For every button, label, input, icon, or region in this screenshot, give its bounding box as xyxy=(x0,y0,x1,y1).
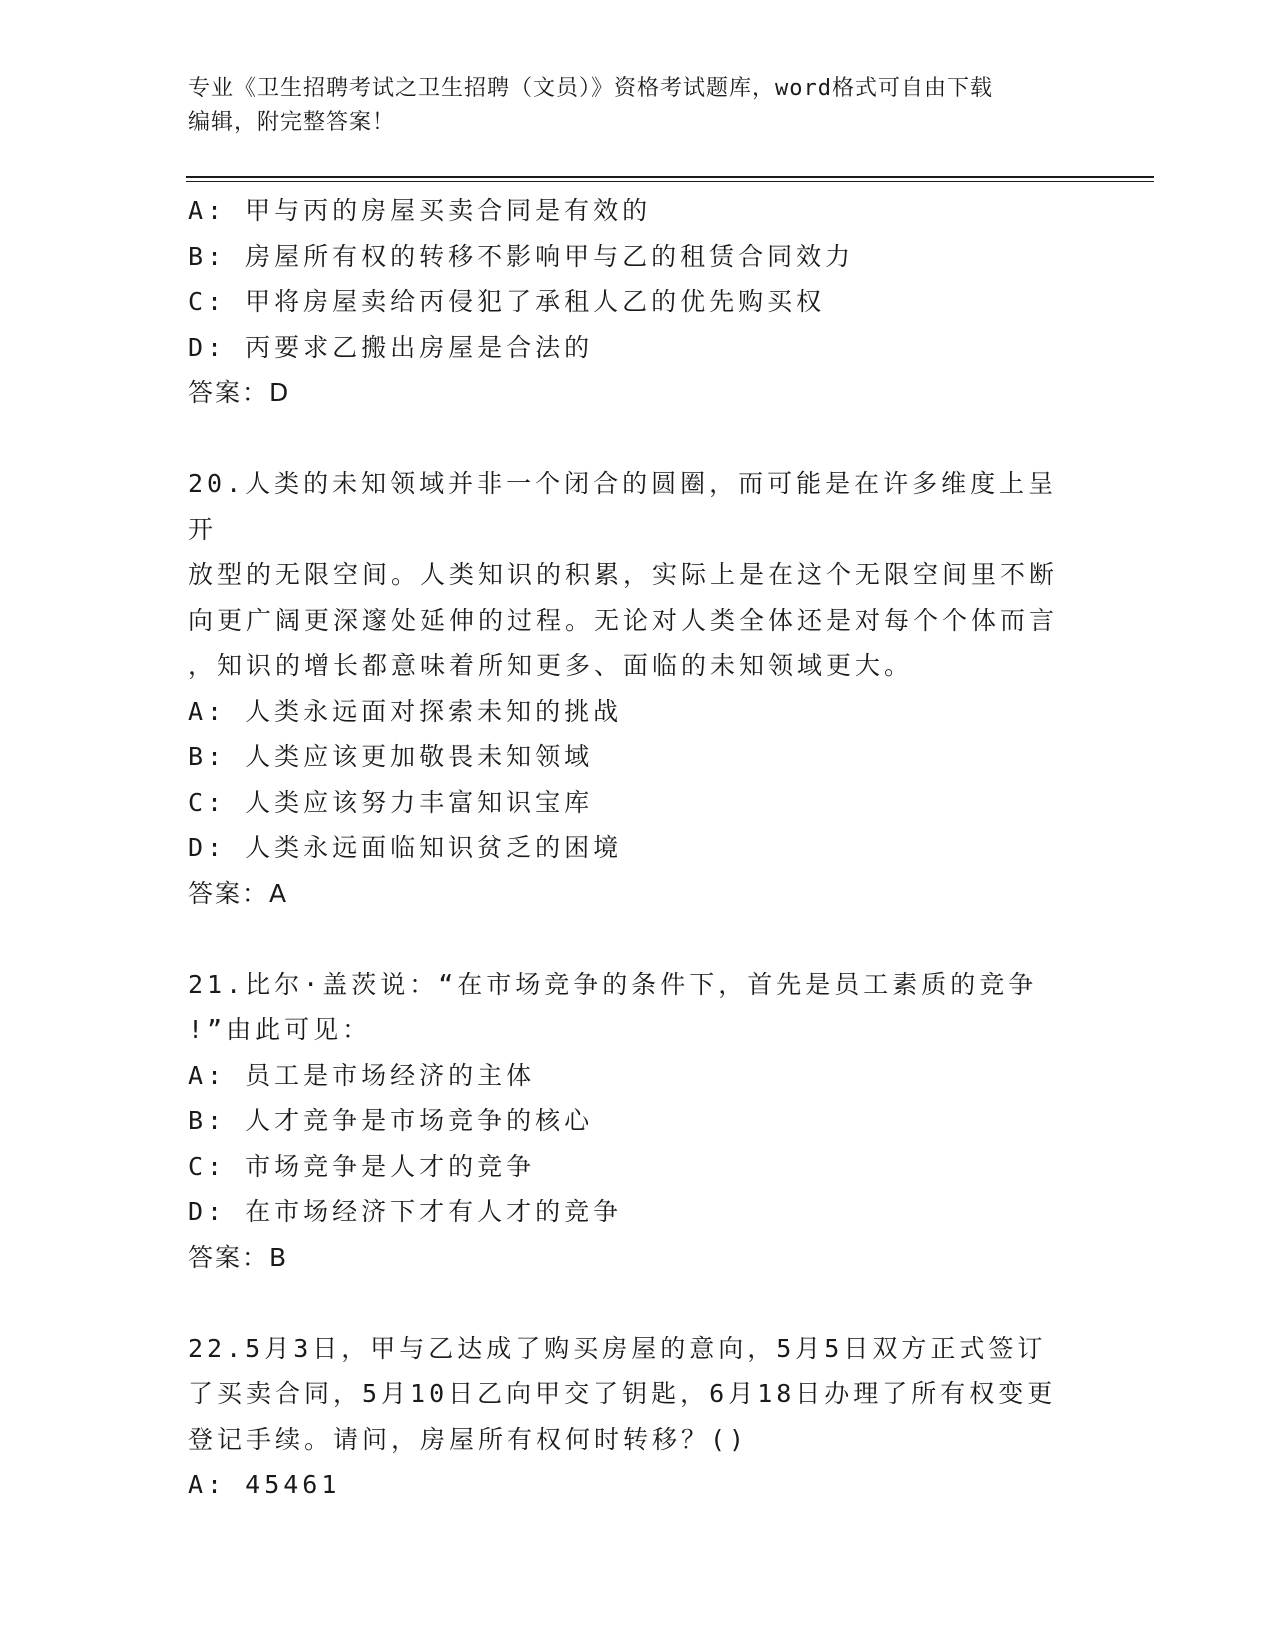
option-c: C: 甲将房屋卖给丙侵犯了承租人乙的优先购买权 xyxy=(188,287,826,316)
option-a: A: 人类永远面对探索未知的挑战 xyxy=(188,696,623,726)
option-c: C: 人类应该努力丰富知识宝库 xyxy=(188,787,594,817)
answer-line: 答案：A xyxy=(188,878,289,908)
option-a: A: 甲与丙的房屋买卖合同是有效的 xyxy=(188,196,652,225)
spacer xyxy=(188,1280,1068,1326)
question-stem-line: !”由此可见： xyxy=(188,1015,372,1044)
option-b: B: 房屋所有权的转移不影响甲与乙的租赁合同效力 xyxy=(188,241,855,271)
header-line-1: 专业《卫生招聘考试之卫生招聘（文员）》资格考试题库，word格式可自由下载 xyxy=(188,76,993,101)
spacer xyxy=(188,916,1068,962)
option-d: D: 人类永远面临知识贫乏的困境 xyxy=(188,833,623,862)
header-divider-thick xyxy=(186,176,1154,178)
document-header xyxy=(188,72,1068,140)
answer-line: 答案：B xyxy=(188,1242,289,1272)
question-stem-line: 了买卖合同，5月10日乙向甲交了钥匙，6月18日办理了所有权变更 xyxy=(188,1379,1057,1408)
question-stem-line: 向更广阔更深邃处延伸的过程。无论对人类全体还是对每个个体而言 xyxy=(188,605,1059,635)
option-b: B: 人才竞争是市场竞争的核心 xyxy=(188,1106,594,1135)
question-22-block xyxy=(188,1326,1068,1508)
option-c: C: 市场竞争是人才的竞争 xyxy=(188,1151,536,1181)
option-d: D: 在市场经济下才有人才的竞争 xyxy=(188,1197,623,1226)
question-19-block xyxy=(188,188,1068,416)
option-b: B: 人类应该更加敬畏未知领域 xyxy=(188,742,594,771)
option-d: D: 丙要求乙搬出房屋是合法的 xyxy=(188,332,594,362)
header-line-2: 编辑，附完整答案！ xyxy=(188,110,396,135)
header-divider-thin xyxy=(186,181,1154,182)
question-stem-line: ，知识的增长都意味着所知更多、面临的未知领域更大。 xyxy=(188,651,914,680)
question-21-block xyxy=(188,962,1068,1281)
question-20-block xyxy=(188,461,1068,916)
question-stem-line: 20.人类的未知领域并非一个闭合的圆圈，而可能是在许多维度上呈开 xyxy=(188,469,1058,544)
option-a: A: 45461 xyxy=(188,1470,341,1499)
question-body xyxy=(188,188,1068,1508)
question-stem-line: 22.5月3日，甲与乙达成了购买房屋的意向，5月5日双方正式签订 xyxy=(188,1333,1047,1363)
answer-line: 答案：D xyxy=(188,378,291,407)
question-stem-line: 登记手续。请问，房屋所有权何时转移？() xyxy=(188,1424,749,1454)
spacer xyxy=(188,416,1068,462)
option-a: A: 员工是市场经济的主体 xyxy=(188,1060,536,1090)
question-stem-line: 21.比尔·盖茨说：“在市场竞争的条件下，首先是员工素质的竞争 xyxy=(188,969,1038,999)
question-stem-line: 放型的无限空间。人类知识的积累，实际上是在这个无限空间里不断 xyxy=(188,560,1059,589)
